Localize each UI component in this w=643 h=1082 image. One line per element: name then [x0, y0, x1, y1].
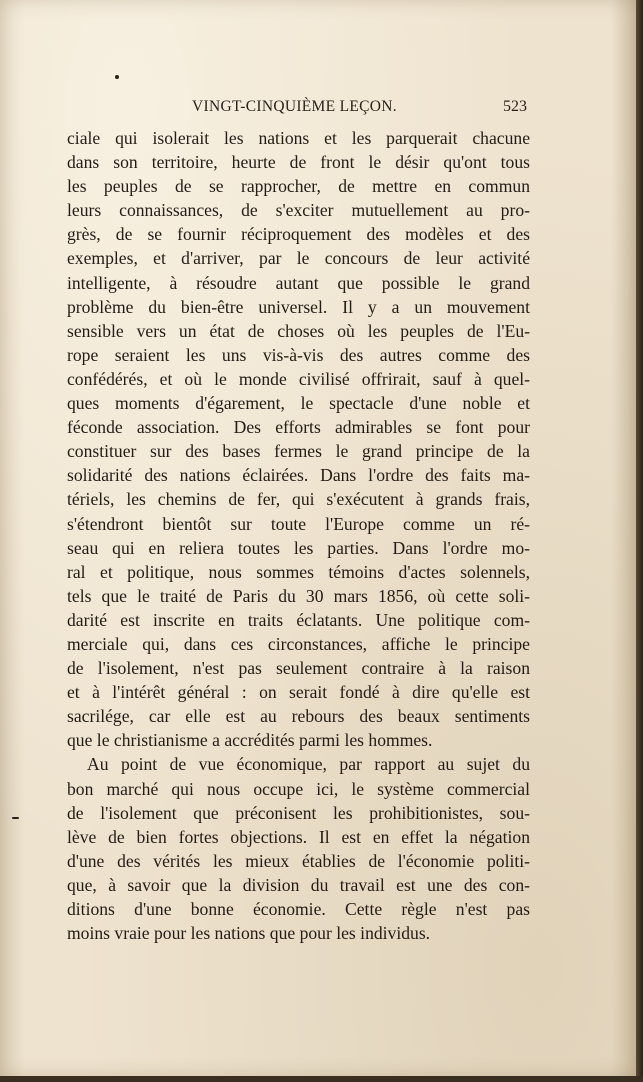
margin-mark	[12, 817, 19, 819]
text-line: de l'isolement que préconisent les prohibitionistes, sou-	[67, 802, 530, 823]
text-line: ditions d'une bonne économie. Cette règle n'est pas	[67, 899, 530, 919]
text-line: bon marché qui nous occupe ici, le système commercial	[67, 778, 530, 799]
text-line: que le christianisme a accrédités parmi les hommes.	[67, 730, 433, 751]
running-header	[0, 98, 643, 120]
page-edge-right	[636, 0, 643, 1082]
text-line: que, à savoir que la division du travail est une des con-	[67, 874, 530, 895]
text-line: de l'isolement, n'est pas seulement contraire à la raison	[67, 658, 530, 679]
text-line: tériels, les chemins de fer, qui s'exécutent à grands frais,	[67, 489, 530, 510]
text-line: merciale qui, dans ces circonstances, affiche le principe	[67, 633, 530, 654]
text-line: et à l'intérêt général : on serait fondé à dire qu'elle est	[67, 682, 530, 703]
text-line: ques moments d'égarement, le spectacle d'une noble et	[67, 393, 530, 414]
text-line: rope seraient les uns vis-à-vis des autres comme des	[67, 344, 530, 365]
body-text	[67, 126, 530, 945]
text-line: exemples, et d'arriver, par le concours de leur activité	[67, 248, 530, 269]
text-line: seau qui en reliera toutes les parties. Dans l'ordre mo-	[67, 537, 530, 558]
text-line: confédérés, et où le monde civilisé offrirait, sauf à quel-	[67, 368, 530, 389]
text-line: tels que le traité de Paris du 30 mars 1856, où cette soli-	[67, 585, 530, 606]
text-line: lève de bien fortes objections. Il est en effet la négation	[67, 826, 530, 847]
text-line: solidarité des nations éclairées. Dans l'ordre des faits ma-	[67, 465, 530, 486]
text-line: s'étendront bientôt sur toute l'Europe comme un ré-	[67, 513, 530, 534]
text-line: darité est inscrite en traits éclatants. Une politique com-	[67, 609, 530, 630]
page-number: 523	[503, 98, 527, 115]
text-line: ciale qui isolerait les nations et les parquerait chacune	[67, 128, 530, 148]
text-line: grès, de se fournir réciproquement des modèles et des	[67, 224, 530, 245]
text-line: Au point de vue économique, par rapport au sujet du	[87, 754, 530, 775]
text-line: féconde association. Des efforts admirables se font pour	[67, 417, 530, 438]
text-line: moins vraie pour les nations que pour les individus.	[67, 923, 431, 944]
text-line: sensible vers un état de choses où les peuples de l'Eu-	[67, 320, 530, 341]
text-line: leurs connaissances, de s'exciter mutuellement au pro-	[67, 200, 530, 221]
text-line: problème du bien-être universel. Il y a un mouvement	[67, 296, 530, 317]
running-title: VINGT-CINQUIÈME LEÇON.	[192, 98, 397, 115]
text-line: dans son territoire, heurte de front le désir qu'ont tous	[67, 152, 530, 173]
text-line: constituer sur des bases fermes le grand principe de la	[67, 441, 530, 462]
text-line: intelligente, à résoudre autant que possible le grand	[67, 272, 530, 293]
text-line: ral et politique, nous sommes témoins d'actes solennels,	[67, 561, 530, 582]
text-line: les peuples de se rapprocher, de mettre en commun	[67, 176, 530, 197]
ink-speck	[115, 75, 119, 79]
page-edge-bottom	[0, 1076, 643, 1082]
text-line: sacrilége, car elle est au rebours des beaux sentiments	[67, 706, 530, 727]
text-line: d'une des vérités les mieux établies de l'économie politi-	[67, 850, 530, 871]
